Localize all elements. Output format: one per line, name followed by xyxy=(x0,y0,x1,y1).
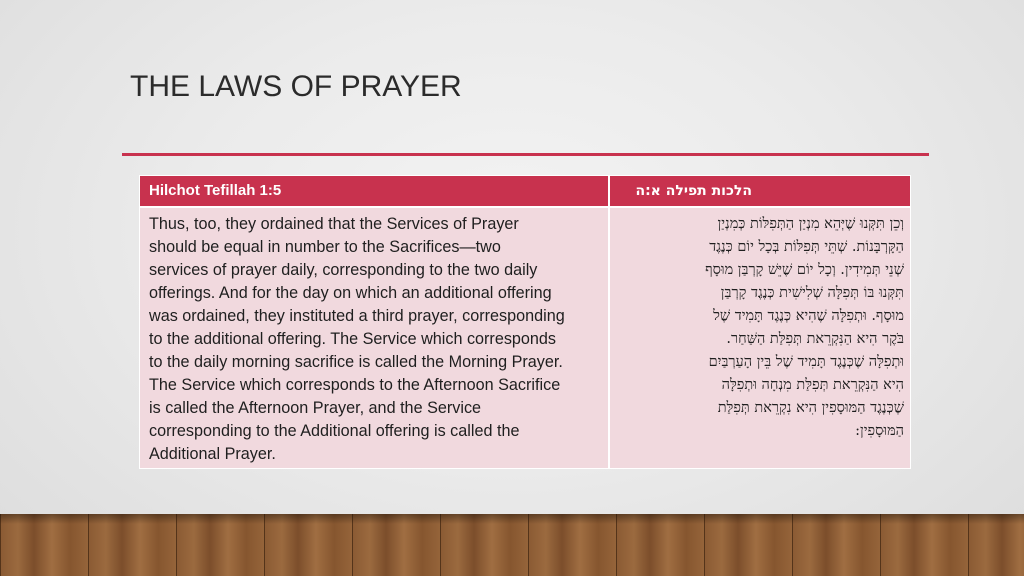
hebrew-text-line: וּתְפִלָּה שֶׁכְּנֶגֶד תָּמִיד שֶׁל בֵּין הָעַרְבַּיִם xyxy=(708,354,904,370)
english-text-line: to the additional offering. The Service which corresponds xyxy=(149,330,557,348)
english-text-line: is called the Afternoon Prayer, and the Service xyxy=(149,399,482,417)
hebrew-text-line: הַמּוּסָפִין: xyxy=(855,423,904,439)
english-text-line: The Service which corresponds to the Afternoon Sacrifice xyxy=(149,376,561,394)
english-text-line: services of prayer daily, corresponding to the two daily xyxy=(149,261,538,279)
hebrew-source-header: הלכות תפילה א:ה xyxy=(635,183,752,199)
wooden-floor-decoration xyxy=(0,514,1024,576)
comparison-table xyxy=(140,176,910,468)
english-text-line: corresponding to the Additional offering is called the xyxy=(149,422,520,440)
hebrew-text-line: תִּקְּנוּ בּוֹ תְּפִלָּה שְׁלִישִׁית כְּנֶגֶד קָרְבַּן xyxy=(720,285,904,301)
english-text-cell xyxy=(149,213,604,466)
hebrew-text-line: מוּסָף. וּתְפִלָּה שֶׁהִיא כְּנֶגֶד תָּמִיד שֶׁל xyxy=(713,308,904,324)
english-text-line: should be equal in number to the Sacrifices—two xyxy=(149,238,501,256)
table-header-row xyxy=(140,176,910,206)
hebrew-text-line: בֹּקֶר הִיא הַנִּקְרֵאת תְּפִלַּת הַשַּׁחַר. xyxy=(726,331,904,347)
hebrew-text-line: שֶׁכְּנֶגֶד הַמּוּסָפִין הִיא נִקְרֵאת תְּפִלַּת xyxy=(717,400,904,416)
hebrew-text-cell xyxy=(618,213,904,443)
hebrew-text-line: הִיא הַנִּקְרֵאת תְּפִלַּת מִנְחָה וּתְפִלָּה xyxy=(721,377,904,393)
english-text-line: Thus, too, they ordained that the Services of Prayer xyxy=(149,215,519,233)
english-source-header: Hilchot Tefillah 1:5 xyxy=(149,182,282,199)
column-divider xyxy=(608,176,610,468)
slide-title: THE LAWS OF PRAYER xyxy=(130,70,462,103)
title-underline-divider xyxy=(122,153,929,156)
header-divider xyxy=(140,206,910,208)
english-text-line: to the daily morning sacrifice is called the Morning Prayer. xyxy=(149,353,563,371)
hebrew-text-line: וְכֵן תִּקְּנוּ שֶׁיְּהֵא מִנְיַן הַתְּפִלּוֹת כְּמִנְיַן xyxy=(717,216,904,232)
english-text-line: was ordained, they instituted a third prayer, corresponding xyxy=(149,307,565,325)
english-text-line: Additional Prayer. xyxy=(149,445,276,463)
hebrew-text-line: שְׁנֵי תְּמִידִין. וְכָל יוֹם שֶׁיֵּשׁ קָרְבַּן מוּסָף xyxy=(705,262,904,278)
english-text-line: offerings. And for the day on which an additional offering xyxy=(149,284,552,302)
hebrew-text-line: הַקָּרְבָּנוֹת. שְׁתֵּי תְּפִלּוֹת בְּכָל יוֹם כְּנֶגֶד xyxy=(709,239,904,255)
